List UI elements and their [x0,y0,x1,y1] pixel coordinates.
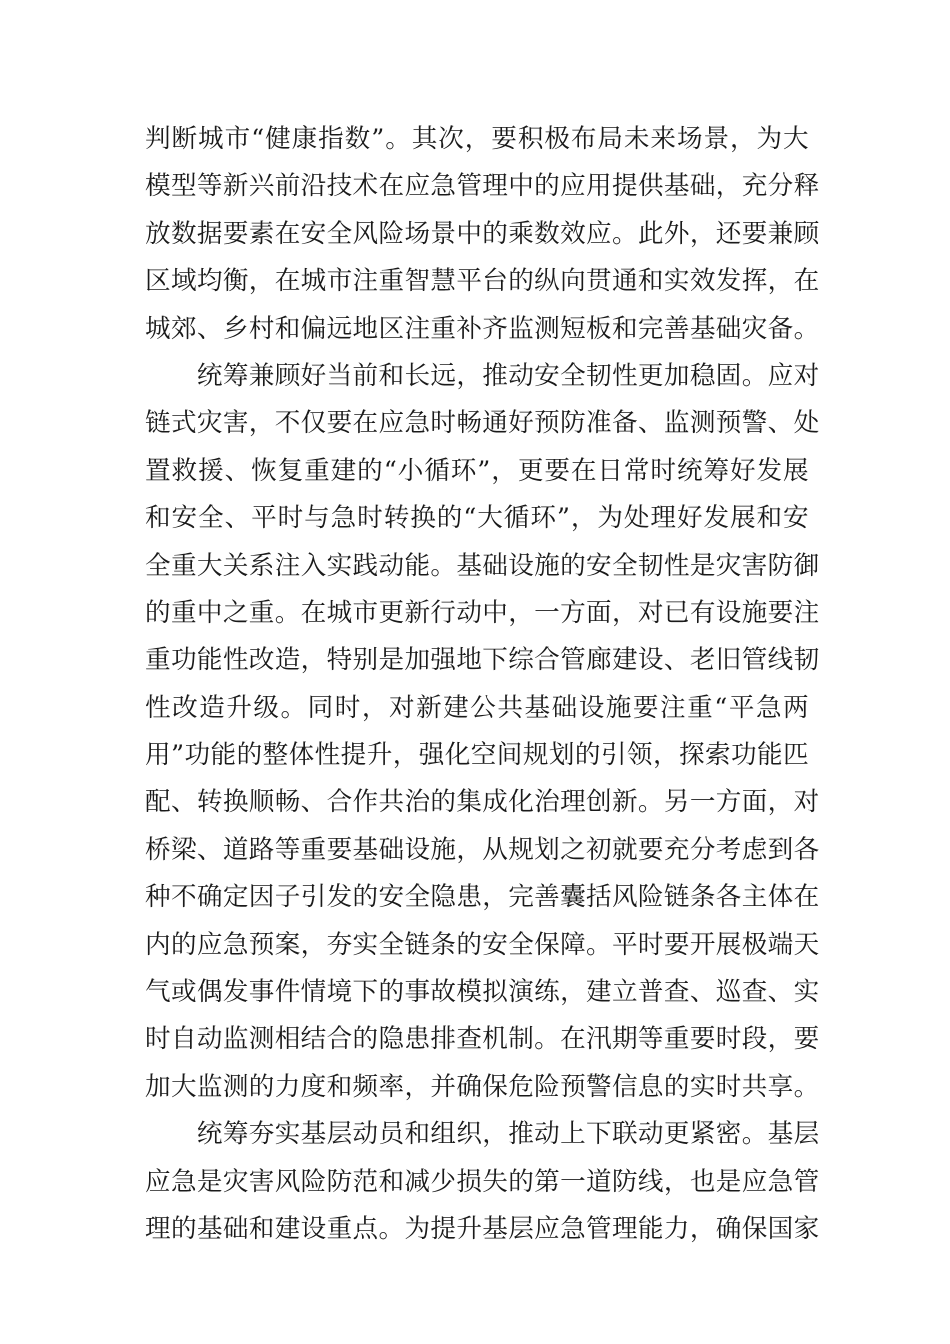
text-line: 城郊、乡村和偏远地区注重补齐监测短板和完善基础灾备。 [145,313,820,344]
text-line: 判断城市“健康指数”。其次，要积极布局未来场景，为大 [145,124,809,154]
text-line: 模型等新兴前沿技术在应急管理中的应用提供基础，充分释 [145,171,820,202]
text-line: 加大监测的力度和频率，并确保危险预警信息的实时共享。 [145,1071,820,1102]
body-text [145,116,820,1253]
text-line: 统筹夯实基层动员和组织，推动上下联动更紧密。基层 [145,1119,820,1150]
text-line: 置救援、恢复重建的“小循环”，更要在日常时统筹好发展 [145,455,809,486]
text-line: 用”功能的整体性提升，强化空间规划的引领，探索功能匹 [145,740,809,771]
text-line: 时自动监测相结合的隐患排查机制。在汛期等重要时段，要 [145,1024,820,1055]
text-line: 放数据要素在安全风险场景中的乘数效应。此外，还要兼顾 [145,218,820,249]
text-line: 内的应急预案，夯实全链条的安全保障。平时要开展极端天 [145,929,820,960]
text-line: 区域均衡，在城市注重智慧平台的纵向贯通和实效发挥，在 [145,266,820,297]
text-line: 气或偶发事件情境下的事故模拟演练，建立普查、巡查、实 [145,977,820,1008]
text-line: 链式灾害，不仅要在应急时畅通好预防准备、监测预警、处 [145,408,820,439]
text-line: 理的基础和建设重点。为提升基层应急管理能力，确保国家 [145,1213,820,1244]
text-line: 重功能性改造，特别是加强地下综合管廊建设、老旧管线韧 [145,645,820,676]
text-line: 和安全、平时与急时转换的“大循环”，为处理好发展和安 [145,503,809,534]
text-line: 桥梁、道路等重要基础设施，从规划之初就要充分考虑到各 [145,834,820,865]
text-line: 种不确定因子引发的安全隐患，完善囊括风险链条各主体在 [145,882,820,913]
text-line: 统筹兼顾好当前和长远，推动安全韧性更加稳固。应对 [145,360,820,391]
text-line: 配、转换顺畅、合作共治的集成化治理创新。另一方面，对 [145,787,820,818]
text-line: 应急是灾害风险防范和减少损失的第一道防线，也是应急管 [145,1166,820,1197]
text-line: 的重中之重。在城市更新行动中，一方面，对已有设施要注 [145,597,820,628]
text-line: 全重大关系注入实践动能。基础设施的安全韧性是灾害防御 [145,550,820,581]
text-line: 性改造升级。同时，对新建公共基础设施要注重“平急两 [145,692,809,723]
